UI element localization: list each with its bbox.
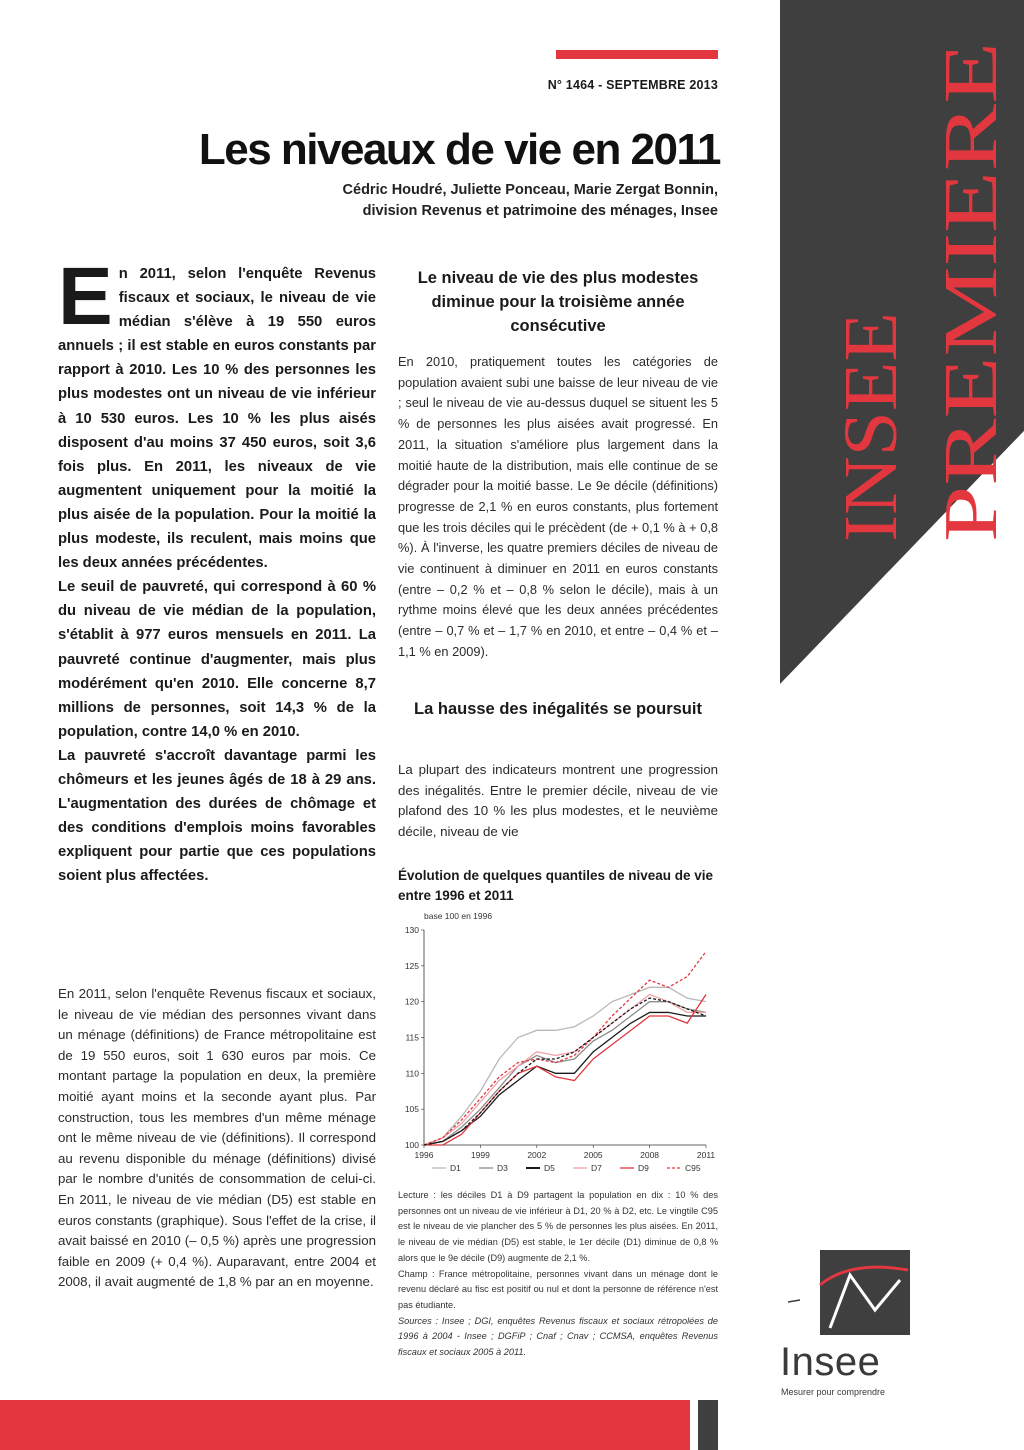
authors-line-2: division Revenus et patrimoine des ménages, Insee — [362, 203, 718, 219]
footer-accent-bar — [0, 1400, 690, 1450]
chart-legend-label: D1 — [450, 1163, 461, 1173]
chart-svg — [398, 910, 718, 1188]
chart-notes — [398, 1188, 718, 1361]
chart-legend-label: D3 — [497, 1163, 508, 1173]
chart-legend-label: D7 — [591, 1163, 602, 1173]
chart-series-line — [424, 987, 706, 1145]
chart-y-tick-label: 110 — [405, 1068, 419, 1079]
body-left-column — [58, 984, 376, 1293]
chart-legend-label: D9 — [638, 1163, 649, 1173]
lead-paragraph-3: La pauvreté s'accroît davantage parmi les chômeurs et les jeunes âgés de 18 à 29 ans. L'augmentation des durées de chômage et des conditions d'emplois moins favorables expliquent pour partie que ces populations soient plus affectées. — [58, 747, 376, 885]
lead-summary — [58, 251, 376, 888]
page-title: Les niveaux de vie en 2011 — [198, 125, 720, 174]
logo-tagline: Mesurer pour comprendre — [781, 1387, 886, 1397]
body-right-section-2 — [398, 760, 718, 843]
lead-paragraph-1: n 2011, selon l'enquête Revenus fiscaux et sociaux, le niveau de vie médian s'élève à 19 550 euros annuels ; il est stable en euros constants par rapport à 2010. Les 10 % des personnes les plus modestes ont un niveau de vie inférieur à 10 530 euros. Les 10 % les plus aisés disposent d'au moins 37 450 euros, soit 3,6 fois plus. En 2011, les niveaux de vie augmentent uniquement pour la moitié la plus aisée de la population. Pour la moitié la plus modeste, ils reculent, mais moins que les deux années précédentes. — [58, 266, 376, 572]
chart-y-tick-label: 105 — [404, 1104, 419, 1115]
chart-series-line — [424, 952, 706, 1146]
authors — [250, 180, 718, 222]
chart-x-tick-label: 1999 — [470, 1150, 490, 1160]
lead-paragraph-2: Le seuil de pauvreté, qui correspond à 60 % du niveau de vie médian de la population, s'établit à 977 euros mensuels en 2011. La pauvreté continue d'augmenter, mais plus modérément qu'en 2010. Elle concerne 8,7 millions de personnes, soit 14,3 % de la population, contre 14,0 % en 2010. — [58, 579, 376, 740]
chart-y-tick-label: 120 — [404, 996, 419, 1007]
chart-x-tick-label: 1996 — [414, 1150, 434, 1160]
authors-line-1: Cédric Houdré, Juliette Ponceau, Marie Zergat Bonnin, — [342, 182, 718, 198]
chart-x-tick-label: 2005 — [583, 1150, 603, 1160]
body-left-paragraph: En 2011, selon l'enquête Revenus fiscaux et sociaux, le niveau de vie médian des personnes vivant dans un ménage (définitions) de France métropolitaine est de 19 550 euros, soit 1 630 euros par mois. Ce montant partage la population en deux, la première moitié ayant moins et la seconde ayant plus. Par construction, tous les membres d'un même ménage ont le même niveau de vie (définitions). Il correspond au revenu disponible du ménage (définitions) divisé par le nombre d'unités de consommation de celui-ci. En 2011, le niveau de vie médian (D5) est stable en euros constants (graphique). Sous l'effet de la crise, il avait baissé en 2010 (– 0,5 %) après une progression faible en 2009 (+ 0,4 %). Auparavant, entre 2004 et 2008, il avait augmenté de 1,8 % par an en moyenne. — [58, 986, 376, 1290]
chart-legend-label: D5 — [544, 1163, 555, 1173]
note-sources: Sources : Insee ; DGI, enquêtes Revenus fiscaux et sociaux rétropolées de 1996 à 2004 - Insee ; DGFiP ; Cnaf ; Cnav ; CCMSA, enquêtes Revenus fiscaux et sociaux 2005 à 2011. — [398, 1315, 718, 1358]
chart-y-tick-label: 125 — [404, 960, 419, 971]
header-accent-bar — [556, 50, 718, 59]
insee-premiere-brand — [808, 30, 1018, 550]
body-right-paragraph-2: La plupart des indicateurs montrent une progression des inégalités. Entre le premier décile, niveau de vie plafond des 10 % les plus modestes, et le neuvième décile, niveau de vie — [398, 762, 718, 840]
chart-x-tick-label: 2008 — [640, 1150, 660, 1160]
logo-wordmark: Insee — [780, 1340, 881, 1384]
quantile-chart — [398, 910, 718, 1188]
chart-x-tick-label: 2002 — [527, 1150, 547, 1160]
note-lecture: Lecture : les déciles D1 à D9 partagent la population en dix : 10 % des personnes ont un niveau de vie inférieur à D1, 20 % à D2, etc. Le vingtile C95 est le niveau de vie plancher des 5 % de personnes les plus aisées. En 2011, le niveau de vie médian (D5) est stable, le 1er décile (D1) diminue de 0,8 % alors que le 9e décile (D9) augmente de 2,1 %. — [398, 1190, 718, 1263]
chart-y-tick-label: 100 — [404, 1140, 419, 1150]
body-right-paragraph-1: En 2010, pratiquement toutes les catégories de population avaient subi une baisse de leur niveau de vie ; seul le niveau de vie au-dessus duquel se situent les 5 % de personnes les plus aisées avait progressé. En 2011, la situation s'améliore plus largement dans la moitié haute de la distribution, mais elle continue de se dégrader pour la moitié basse. Le 9e décile (définitions) progresse de 2,1 % en euros constants, plus fortement que les trois déciles qui le précèdent (de + 0,1 % à + 0,8 %). À l'inverse, les quatre premiers déciles de niveau de vie continuent à diminuer en 2011 en euros constants (entre – 0,2 % et – 0,8 % selon le décile), mais à un rythme moins élevé que les deux années précédentes (entre – 0,7 % et – 1,7 % en 2010, et entre – 0,4 % et – 1,1 % en 2009). — [398, 354, 718, 659]
chart-legend-label: C95 — [685, 1163, 701, 1173]
chart-y-tick-label: 115 — [405, 1032, 419, 1043]
body-right-section-1 — [398, 352, 718, 663]
brand-line-1: INSEE — [829, 326, 913, 542]
note-champ: Champ : France métropolitaine, personnes vivant dans un ménage dont le revenu déclaré au fisc est positif ou nul et dont la personne de référence n'est pas étudiante. — [398, 1268, 718, 1310]
chart-y-tick-label: 130 — [404, 925, 419, 935]
section-heading-2: La hausse des inégalités se poursuit — [414, 700, 702, 718]
chart-x-tick-label: 2011 — [696, 1150, 716, 1160]
drop-cap: E — [58, 251, 113, 342]
chart-y-axis-label: base 100 en 1996 — [424, 911, 493, 921]
footer-dark-bar — [698, 1400, 718, 1450]
brand-line-2: PREMIERE — [929, 166, 1013, 542]
section-heading-1: Le niveau de vie des plus modestes diminue pour la troisième année consécutive — [417, 269, 699, 335]
issue-number: N° 1464 - SEPTEMBRE 2013 — [547, 78, 718, 92]
chart-title: Évolution de quelques quantiles de niveau de vie entre 1996 et 2011 — [398, 868, 714, 903]
